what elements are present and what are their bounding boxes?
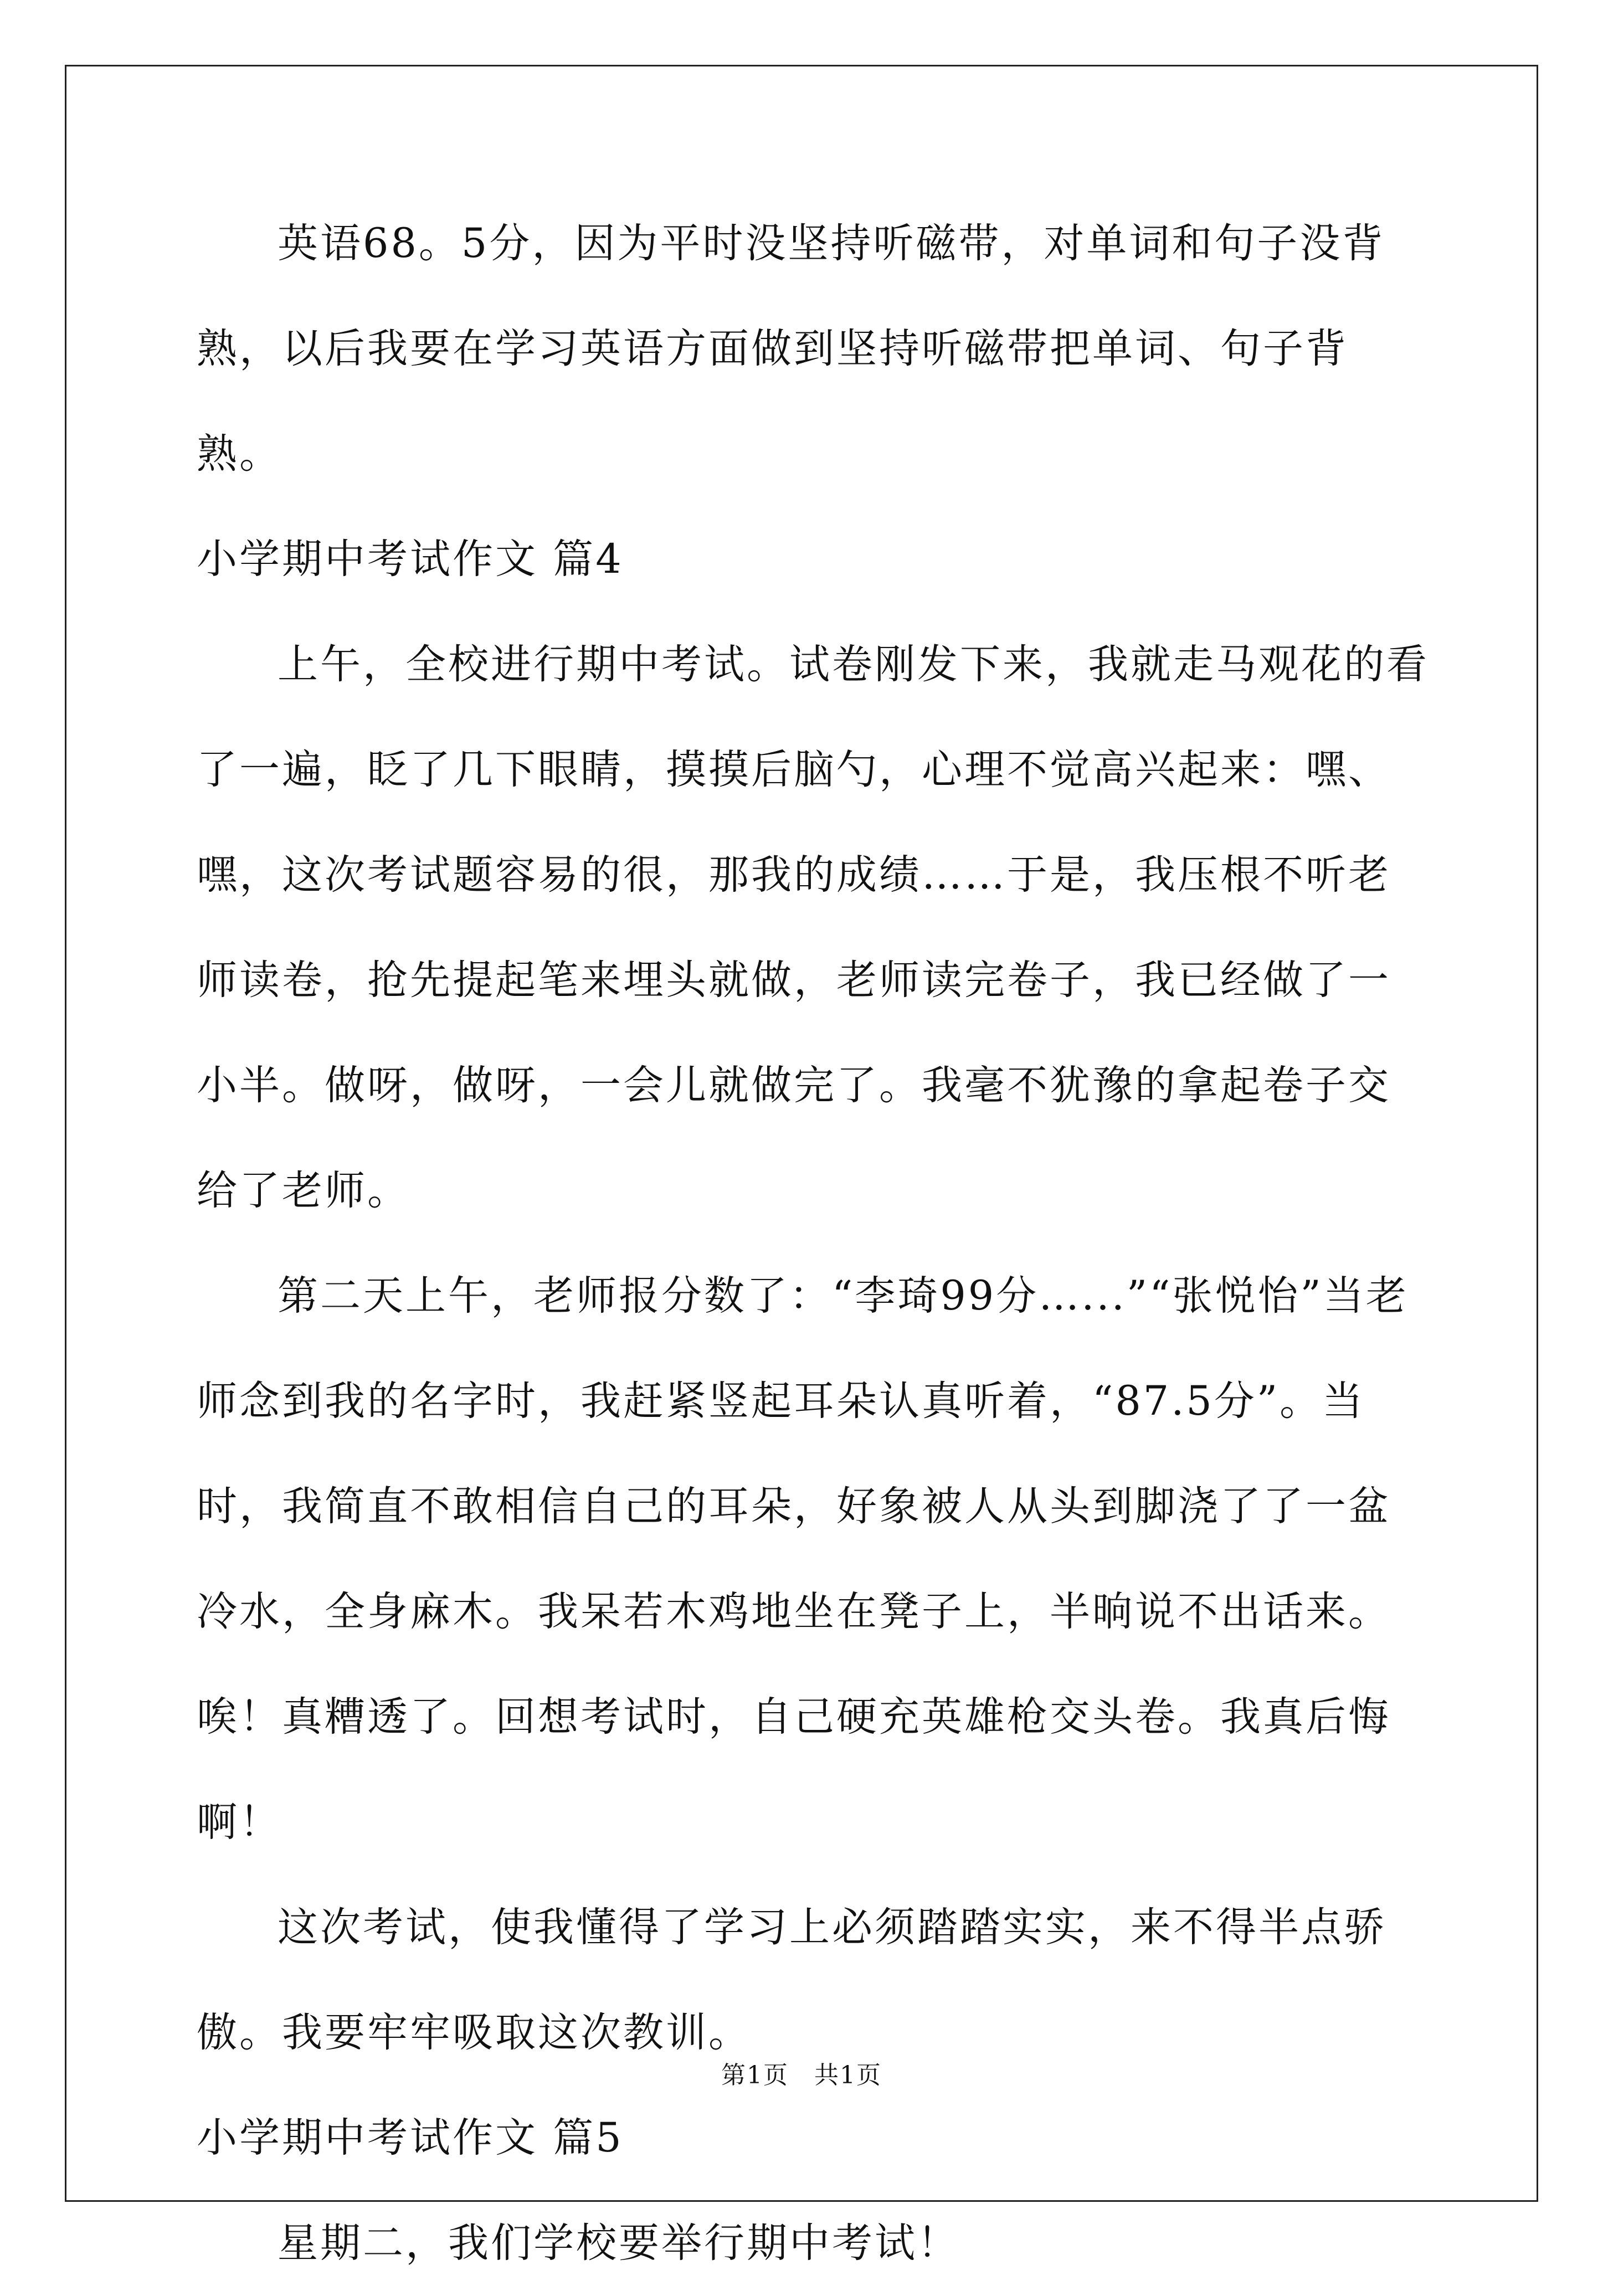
section-heading: 小学期中考试作文 篇5 — [197, 2114, 624, 2161]
paragraph: 上午，全校进行期中考试。试卷刚发下来，我就走马观花的看了一遍，眨了几下眼睛，摸摸后脑勺，心理不觉高兴起来：嘿、嘿，这次考试题容易的很，那我的成绩……于是，我压根不听老师读卷，抢先提起笔来埋头就做，老师读完卷子，我已经做了一小半。做呀，做呀，一会儿就做完了。我毫不犹豫的拿起卷子交给了老师。 — [197, 641, 1429, 1214]
paragraph: 这次考试，使我懂得了学习上必须踏踏实实，来不得半点骄傲。我要牢牢吸取这次教训。 — [197, 1904, 1386, 2056]
paragraph: 英语68。5分，因为平时没坚持听磁带，对单词和句子没背熟，以后我要在学习英语方面做到坚持听磁带把单词、句子背熟。 — [197, 220, 1385, 477]
paragraph: 第二天上午，老师报分数了：“李琦99分…...”“张悦怡”当老师念到我的名字时，我赶紧竖起耳朵认真听着，“87.5分”。当时，我简直不敢相信自己的耳朵，好象被人从头到脚浇了了一盆冷水，全身麻木。我呆若木鸡地坐在凳子上，半晌说不出话来。唉！真糟透了。回想考试时，自己硬充英雄枪交头卷。我真后悔啊！ — [197, 1272, 1409, 1846]
paragraph: 星期二，我们学校要举行期中考试！ — [278, 2220, 960, 2267]
section-heading: 小学期中考试作文 篇4 — [197, 536, 624, 583]
page-footer: 第1页 共1页 — [721, 2061, 882, 2089]
document-body — [197, 191, 1432, 2296]
